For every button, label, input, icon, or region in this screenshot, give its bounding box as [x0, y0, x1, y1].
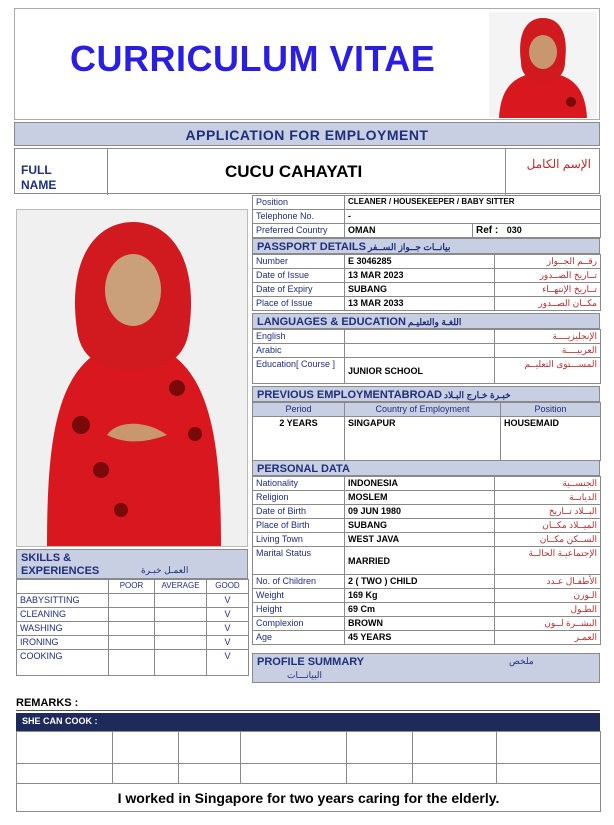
religion-value: MOSLEM [345, 491, 495, 505]
skill-row [17, 650, 249, 676]
personal-row [253, 519, 601, 533]
children-value: 2 ( TWO ) CHILD [345, 575, 495, 589]
country-value: OMAN [345, 224, 473, 238]
grid-cell [241, 764, 347, 784]
personal-data-table [252, 476, 601, 645]
languages-heading-ar: اللغـة والتعليـم [407, 317, 462, 327]
age-label: Age [253, 631, 345, 645]
children-ar: الأطفـال عـدد [495, 575, 601, 589]
full-name-value: CUCU CAHAYATI [225, 162, 363, 181]
poor-cell [109, 608, 155, 622]
poor-cell [109, 594, 155, 608]
skills-heading [16, 549, 248, 579]
skill-row [17, 594, 249, 608]
grid-cell [347, 732, 413, 764]
nationality-ar: الجنســية [495, 477, 601, 491]
poor-cell [109, 636, 155, 650]
expiry-date-value: SUBANG [345, 283, 495, 297]
languages-table [252, 329, 601, 384]
marital-status-value: MARRIED [345, 547, 495, 575]
poor-cell [109, 622, 155, 636]
grid-cell [347, 764, 413, 784]
personal-data-heading [252, 460, 600, 476]
previous-header-row [253, 403, 601, 417]
good-check: V [207, 650, 249, 676]
remarks-underline [16, 710, 600, 711]
profile-summary-sub-ar: البيانـــات [287, 670, 323, 680]
personal-row [253, 491, 601, 505]
arabic-label: Arabic [253, 344, 345, 358]
good-col: GOOD [207, 580, 249, 594]
skill-babysitting: BABYSITTING [17, 594, 109, 608]
personal-heading-text: PERSONAL DATA [257, 463, 350, 475]
grid-cell [113, 732, 179, 764]
age-ar: العمـر [495, 631, 601, 645]
info-row-country [253, 224, 601, 238]
application-header-text: APPLICATION FOR EMPLOYMENT [185, 127, 429, 143]
ref-label: Ref : [476, 225, 499, 236]
passport-row [253, 283, 601, 297]
birth-date-label: Date of Birth [253, 505, 345, 519]
average-cell [155, 594, 207, 608]
passport-number-value: E 3046285 [345, 255, 495, 269]
arabic-value [345, 344, 495, 358]
nationality-value: INDONESIA [345, 477, 495, 491]
expiry-date-ar: تــاريخ الإنتهــاء [495, 283, 601, 297]
height-label: Height [253, 603, 345, 617]
grid-cell [179, 732, 241, 764]
grid-cell [413, 764, 497, 784]
grid-cell [17, 764, 113, 784]
weight-value: 169 Kg [345, 589, 495, 603]
passport-heading-ar: بيانــات جــواز الســفر [368, 242, 451, 252]
height-ar: الطـول [495, 603, 601, 617]
living-town-value: WEST JAVA [345, 533, 495, 547]
issue-place-label: Place of Issue [253, 297, 345, 311]
average-cell [155, 622, 207, 636]
language-row [253, 330, 601, 344]
skill-cleaning: CLEANING [17, 608, 109, 622]
complexion-ar: البشــرة لــون [495, 617, 601, 631]
issue-date-ar: تــاريخ الصــدور [495, 269, 601, 283]
skills-header-row [17, 580, 249, 594]
skills-corner [17, 580, 109, 594]
complexion-value: BROWN [345, 617, 495, 631]
issue-date-label: Date of Issue [253, 269, 345, 283]
skill-row [17, 636, 249, 650]
cook-bar [16, 713, 600, 731]
previous-heading-text: PREVIOUS EMPLOYMENTABROAD [257, 389, 442, 401]
grid-row [17, 732, 601, 764]
average-col: AVERAGE [155, 580, 207, 594]
issue-place-value: 13 MAR 2033 [345, 297, 495, 311]
previous-row [253, 417, 601, 461]
ref-cell [473, 224, 601, 238]
ref-value: 030 [506, 225, 522, 235]
profile-summary-ar: ملخص [509, 656, 534, 666]
grid-row [17, 784, 601, 812]
personal-row [253, 505, 601, 519]
skill-row [17, 608, 249, 622]
passport-heading [252, 238, 600, 254]
religion-label: Religion [253, 491, 345, 505]
info-row-position [253, 196, 601, 210]
grid-cell [17, 732, 113, 764]
country-col: Country of Employment [345, 403, 501, 417]
passport-number-ar: رقــم الجــواز [495, 255, 601, 269]
country-employment-value: SINGAPUR [345, 417, 501, 461]
remarks-label: REMARKS : [16, 697, 79, 709]
living-town-ar: الســكن مكــان [495, 533, 601, 547]
previous-employment-table [252, 402, 601, 461]
poor-cell [109, 650, 155, 676]
passport-table [252, 254, 601, 311]
position-value: CLEANER / HOUSEKEEPER / BABY SITTER [345, 196, 601, 210]
full-name-label: FULL NAME [21, 163, 57, 192]
expiry-date-label: Date of Expiry [253, 283, 345, 297]
language-row [253, 358, 601, 384]
skill-row [17, 622, 249, 636]
language-row [253, 344, 601, 358]
good-check: V [207, 608, 249, 622]
english-value [345, 330, 495, 344]
cv-title: CURRICULUM VITAE [70, 38, 436, 79]
english-label: English [253, 330, 345, 344]
age-value: 45 YEARS [345, 631, 495, 645]
average-cell [155, 636, 207, 650]
grid-cell [113, 764, 179, 784]
country-label: Preferred Country [253, 224, 345, 238]
birth-date-value: 09 JUN 1980 [345, 505, 495, 519]
remarks-note: I worked in Singapore for two years caring for the elderly. [117, 789, 500, 806]
birth-place-label: Place of Birth [253, 519, 345, 533]
previous-heading-ar: خبـرة خـارج البـلاد [443, 390, 511, 400]
personal-row [253, 617, 601, 631]
personal-row [253, 547, 601, 575]
skills-heading-text: SKILLS & EXPERIENCES [21, 552, 100, 577]
languages-heading-text: LANGUAGES & EDUCATION [257, 316, 406, 328]
full-name-label-ar: الإسم الكامل [526, 157, 591, 171]
birth-date-ar: البــلاد تــاريخ [495, 505, 601, 519]
period-col: Period [253, 403, 345, 417]
english-ar: الإنجليزيــــة [495, 330, 601, 344]
average-cell [155, 650, 207, 676]
skill-washing: WASHING [17, 622, 109, 636]
telephone-label: Telephone No. [253, 210, 345, 224]
religion-ar: الديانــة [495, 491, 601, 505]
children-label: No. of Children [253, 575, 345, 589]
skills-heading-ar: العمـل خبـرة [141, 565, 189, 575]
name-divider [107, 149, 108, 195]
marital-status-ar: الإجتماعيـة الحالــة [495, 547, 601, 575]
grid-row [17, 764, 601, 784]
grid-cell [497, 732, 601, 764]
education-label: Education[ Course ] [253, 358, 345, 384]
education-value: JUNIOR SCHOOL [345, 358, 495, 384]
applicant-photo-small [489, 12, 597, 118]
weight-label: Weight [253, 589, 345, 603]
applicant-photo-large [16, 209, 248, 547]
name-row [14, 148, 600, 194]
passport-row [253, 255, 601, 269]
position-col: Position [501, 403, 601, 417]
languages-heading [252, 313, 600, 329]
passport-heading-text: PASSPORT DETAILS [257, 241, 366, 253]
remarks-note-cell [17, 784, 601, 812]
education-ar: المســـتوى التعليــم [495, 358, 601, 384]
living-town-label: Living Town [253, 533, 345, 547]
grid-cell [413, 732, 497, 764]
profile-summary-text: PROFILE SUMMARY [257, 656, 365, 668]
good-check: V [207, 594, 249, 608]
complexion-label: Complexion [253, 617, 345, 631]
telephone-value: - [345, 210, 601, 224]
issue-date-value: 13 MAR 2023 [345, 269, 495, 283]
skills-table [16, 579, 249, 676]
passport-row [253, 297, 601, 311]
position-held-value: HOUSEMAID [501, 417, 601, 461]
previous-employment-heading [252, 386, 600, 402]
issue-place-ar: مكــان الصــدور [495, 297, 601, 311]
grid-cell [179, 764, 241, 784]
nationality-label: Nationality [253, 477, 345, 491]
personal-row [253, 575, 601, 589]
passport-row [253, 269, 601, 283]
name-divider-right [505, 149, 506, 195]
marital-status-label: Marital Status [253, 547, 345, 575]
personal-row [253, 631, 601, 645]
skill-cooking: COOKING [17, 650, 109, 676]
birth-place-value: SUBANG [345, 519, 495, 533]
cooking-grid [16, 731, 601, 812]
period-value: 2 YEARS [253, 417, 345, 461]
grid-cell [497, 764, 601, 784]
info-table [252, 195, 601, 238]
poor-col: POOR [109, 580, 155, 594]
profile-summary-heading [252, 653, 600, 683]
position-label: Position [253, 196, 345, 210]
height-value: 69 Cm [345, 603, 495, 617]
birth-place-ar: الميــلاد مكــان [495, 519, 601, 533]
personal-row [253, 589, 601, 603]
skill-ironing: IRONING [17, 636, 109, 650]
good-check: V [207, 636, 249, 650]
weight-ar: الـوزن [495, 589, 601, 603]
personal-row [253, 477, 601, 491]
personal-row [253, 603, 601, 617]
passport-number-label: Number [253, 255, 345, 269]
average-cell [155, 608, 207, 622]
arabic-ar: العربيــــة [495, 344, 601, 358]
grid-cell [241, 732, 347, 764]
info-row-telephone [253, 210, 601, 224]
application-header [14, 122, 600, 146]
cook-label: SHE CAN COOK : [22, 716, 98, 726]
good-check: V [207, 622, 249, 636]
personal-row [253, 533, 601, 547]
